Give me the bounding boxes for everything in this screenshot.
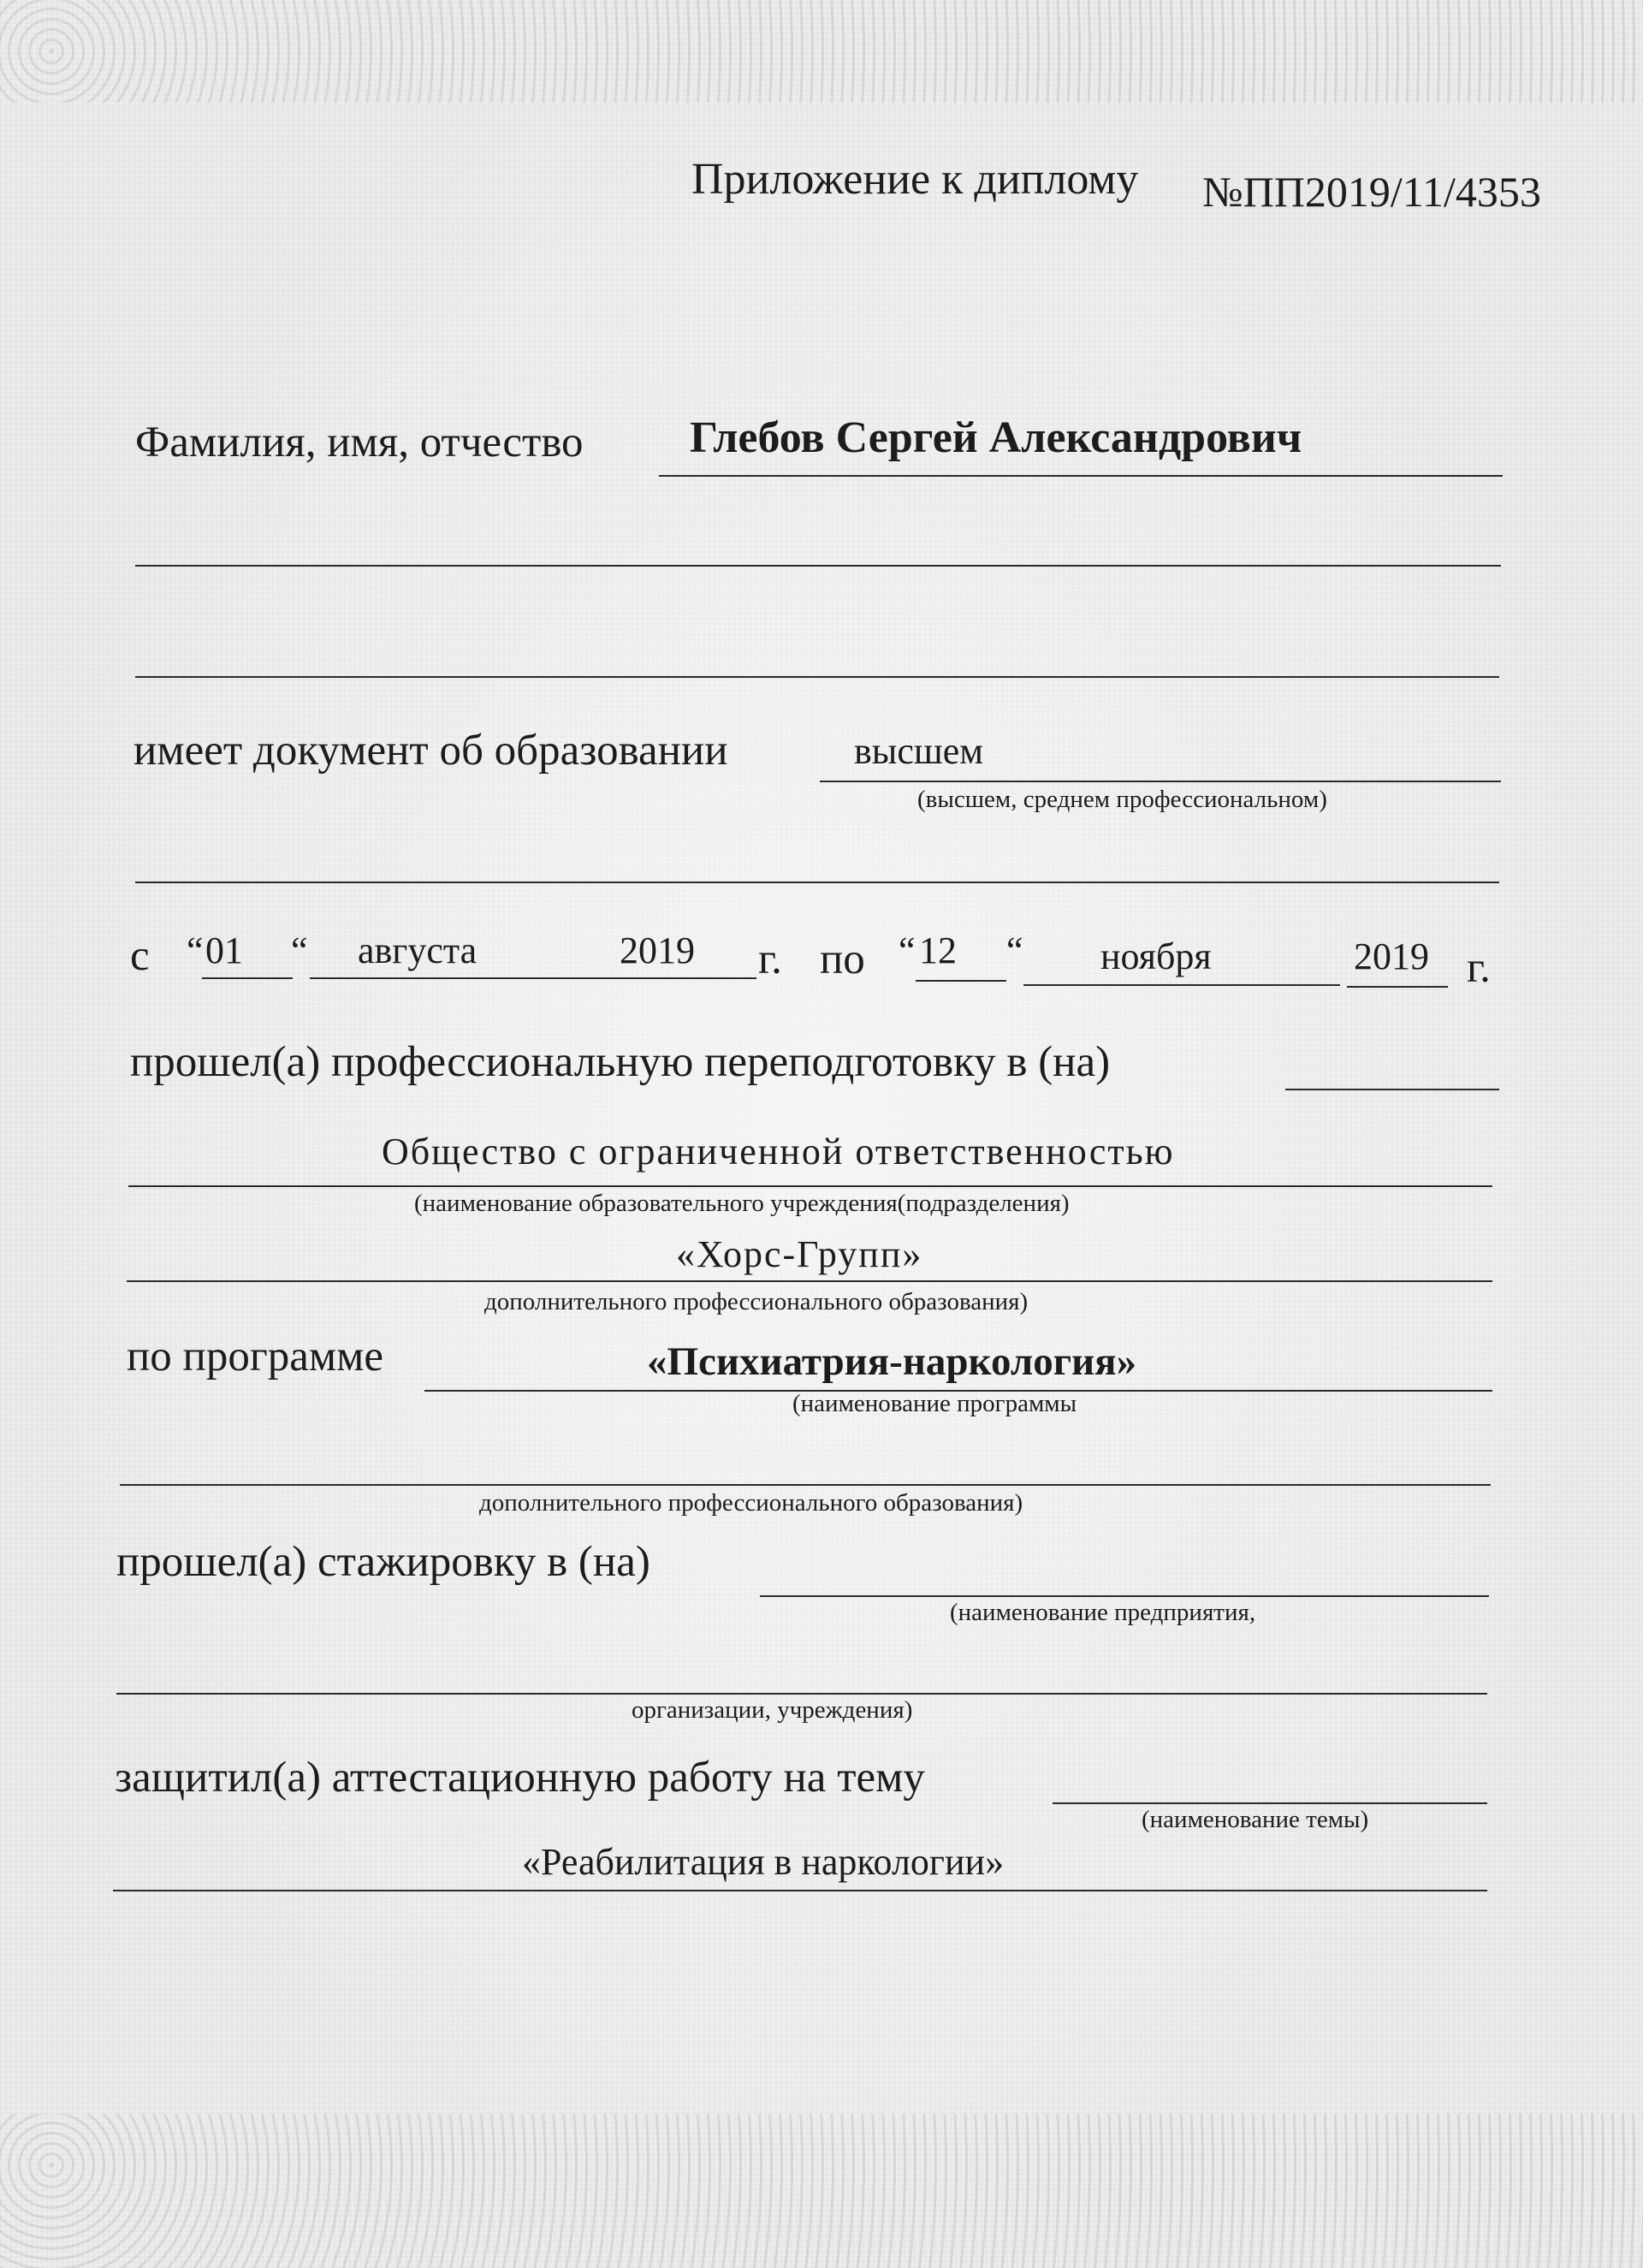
retraining-hint2: дополнительного профессионального образования) [484,1288,1029,1315]
thesis-value: «Реабилитация в наркологии» [522,1841,1005,1883]
header-prefix: Приложение к диплому [691,155,1139,204]
from-year-line [620,977,756,979]
period-to-prefix: по [820,935,865,983]
program-hint2: дополнительного профессионального образования) [479,1489,1023,1517]
retraining-org-line1: Общество с ограниченной ответственностью [382,1131,1175,1173]
to-year-suffix: г. [1467,944,1491,992]
to-month-line [1023,984,1340,986]
internship-line [760,1595,1489,1597]
from-quote-open: “ [187,929,204,971]
to-month: ноября [1100,935,1212,977]
internship-hint2: организации, учреждения) [632,1696,913,1724]
blank-line [116,1693,1487,1695]
education-hint: (высшем, среднем профессиональном) [917,786,1327,813]
to-quote-close: “ [1006,929,1023,971]
internship-label: прошел(а) стажировку в (на) [116,1538,650,1586]
bottom-ornament [0,2114,1643,2268]
blank-line [120,1484,1491,1486]
retraining-org-line2-underline [127,1280,1492,1282]
from-year-suffix: г. [758,935,782,983]
to-day-line [916,980,1006,982]
full-name-line [659,475,1503,477]
to-quote-open: “ [899,929,916,971]
thesis-line [1053,1802,1487,1804]
education-line [820,781,1501,782]
from-day-line [202,977,293,979]
blank-line [135,882,1499,883]
from-year: 2019 [620,929,695,971]
retraining-org-line1-underline [128,1185,1492,1187]
education-label: имеет документ об образовании [133,727,728,775]
education-value: высшем [854,730,984,772]
from-quote-close: “ [291,929,308,971]
thesis-hint: (наименование темы) [1142,1806,1369,1833]
period-from-prefix: с [130,932,150,980]
internship-hint1: (наименование предприятия, [950,1599,1256,1626]
from-month: августа [358,929,477,971]
retraining-hint1: (наименование образовательного учреждения(подразделения) [414,1190,1070,1217]
retraining-label: прошел(а) профессиональную переподготовку в (на) [130,1038,1111,1086]
thesis-value-line [113,1890,1487,1891]
to-day: 12 [919,929,957,971]
program-label: по программе [127,1333,384,1380]
retraining-org-line2: «Хорс-Групп» [676,1233,923,1275]
program-hint1: (наименование программы [792,1390,1077,1417]
from-month-line [310,977,620,979]
top-ornament [0,0,1643,103]
blank-line [135,676,1499,678]
to-year: 2019 [1354,935,1429,977]
to-year-line [1347,986,1448,988]
blank-line [135,565,1501,567]
thesis-label: защитил(а) аттестационную работу на тему [115,1754,925,1802]
program-value: «Психиатрия-наркология» [647,1339,1137,1384]
from-day: 01 [205,929,243,971]
diploma-number: №ПП2019/11/4353 [1202,168,1541,216]
full-name-label: Фамилия, имя, отчество [135,419,584,466]
retraining-line [1285,1089,1499,1090]
full-name-value: Глебов Сергей Александрович [690,413,1302,462]
